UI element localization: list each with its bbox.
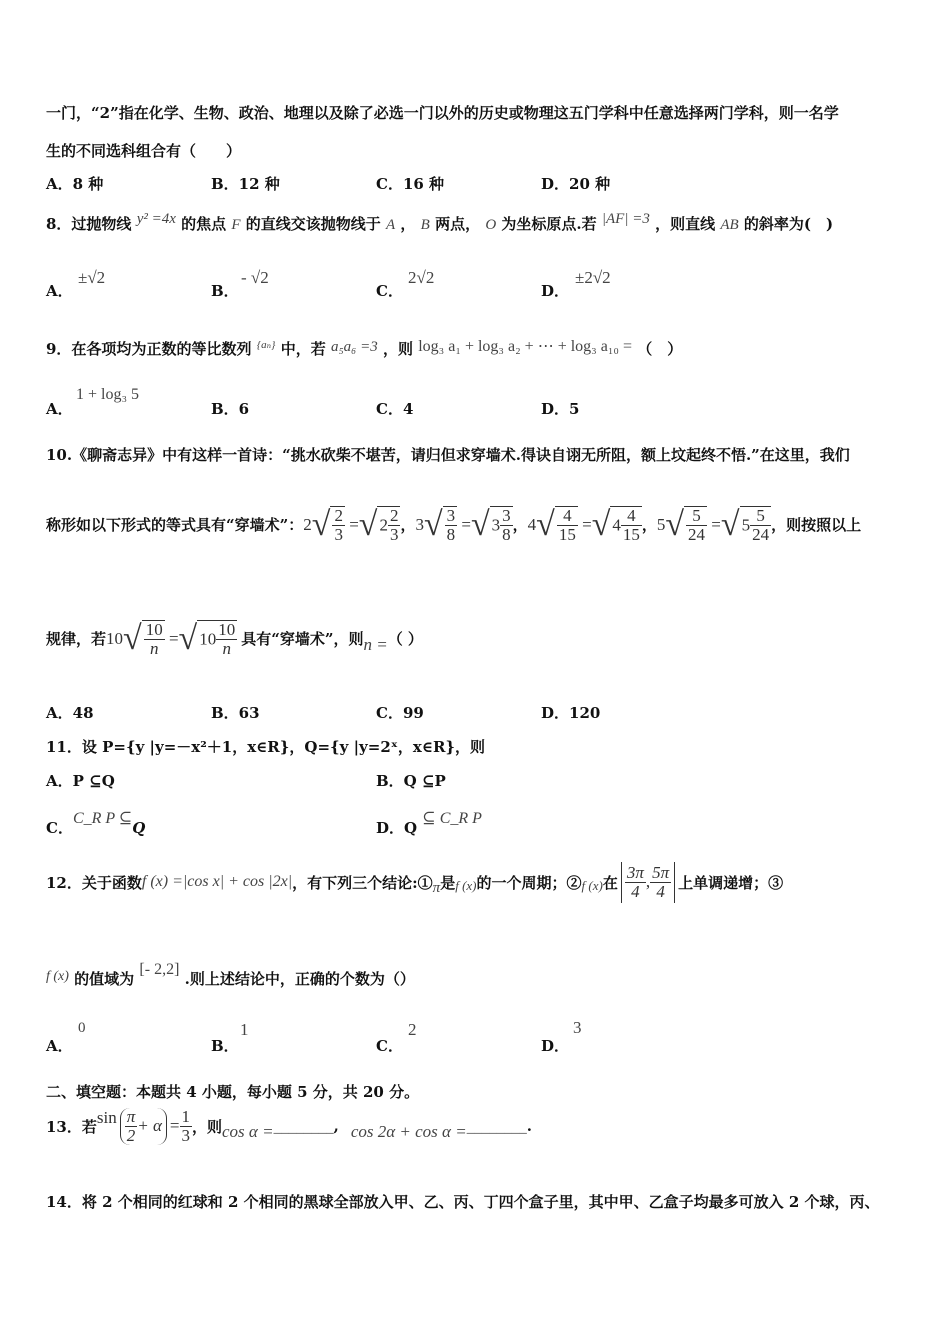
q8-math-o: O <box>485 217 497 233</box>
q10-line-2 <box>46 506 861 544</box>
q8-option-b-label: B． <box>211 282 239 300</box>
q13-text-2: ，则 <box>192 1117 223 1136</box>
q10-line-3-start: 规律，若 <box>46 630 107 649</box>
q10-eq-coef: 2 <box>303 514 312 534</box>
q12-text-1: 12．关于函数 <box>46 873 142 892</box>
q8-text-8: 的斜率为( ) <box>743 215 834 233</box>
q9-option-a-label: A． <box>46 400 73 418</box>
q13-plus-alpha: + α <box>137 1116 162 1136</box>
q8-option-d-label: D． <box>541 282 570 300</box>
q10-eq-den: 3 <box>334 524 343 544</box>
q10-option-d: D．120 <box>541 704 601 722</box>
q10-line-3-var: n = <box>363 634 388 654</box>
q9-text-3: ，则 <box>382 340 413 358</box>
q10-eq-den-right: 15 <box>622 524 640 544</box>
q10-eq-inner-coef: 3 <box>491 515 501 535</box>
q9-option-d: D．5 <box>541 400 580 418</box>
q8-text-3: 的直线交该抛物线于 <box>245 215 381 233</box>
q9-math-product: a₅a₆ =3 <box>330 339 378 355</box>
q10-eq-inner-coef: 5 <box>741 515 751 535</box>
q12-math-fx-3: f (x) <box>46 969 69 984</box>
q10-line-1: 10.《聊斋志异》中有这样一首诗：“挑水砍柴不堪苦，请归但求穿墙术.得诀自诩无所阻，额上坟起终不悟.”在这里，我们 <box>46 446 850 464</box>
q13-sin: sin <box>96 1108 117 1128</box>
q10-eq-separator: ， <box>400 516 416 535</box>
q11-option-c <box>46 810 146 838</box>
q10-eq-sqrt-left: √ $\frac{5}{24}$ <box>665 505 706 544</box>
q11-option-d-label: D．Q <box>376 819 423 837</box>
q12-option-a-label: A． <box>46 1037 73 1055</box>
question-11: 11．设 P={y |y=－x²＋1，x∈R}，Q={y |y=2ˣ，x∈R}，则 <box>46 738 486 756</box>
question-8 <box>46 213 833 234</box>
q12-math-function: f (x) =|cos x| + cos |2x| <box>141 873 293 891</box>
q10-eq-den-right: 24 <box>752 524 770 544</box>
q10-line-3: 规律，若 10 √ $\frac{10}{n}$ = √ 10 $\frac{10}{n}$ 具有“穿墙术”，则 n = （ ） <box>46 619 423 658</box>
q12-math-range: [- 2,2] <box>139 961 180 978</box>
q10-equation: 3 √ $\frac{3}{8}$ = √ 3 $\frac{3}{8}$ <box>415 505 511 544</box>
q10-eq-sqrt-left: √ $\frac{3}{8}$ <box>423 505 456 544</box>
q13-equals: = <box>169 1116 180 1136</box>
q8-option-c-label: C． <box>376 282 403 300</box>
question-12 <box>46 862 783 903</box>
q11-option-c-tail: Q <box>132 819 146 837</box>
q8-math-parabola: y² =4x <box>136 211 176 227</box>
q8-option-b-value: - √2 <box>241 268 269 287</box>
q10-equation: 4 √ $\frac{4}{15}$ = √ 4 $\frac{4}{15}$ <box>527 505 640 544</box>
q8-math-f: F <box>231 217 241 233</box>
q10-eq-den: 15 <box>558 524 576 544</box>
q8-math-ab: AB <box>720 217 739 233</box>
q10-eq-sqrt-left: √ $\frac{4}{15}$ <box>536 505 576 544</box>
q13-blank-2: ________ <box>466 1119 527 1136</box>
q10-eq-den: 24 <box>688 524 706 544</box>
q11-option-c-math: C_R P ⊆ <box>72 810 133 827</box>
q12-option-c-value: 2 <box>408 1020 417 1039</box>
q10-eq-num-right: 5 <box>750 507 771 526</box>
intro-option-a: A．8 种 <box>46 175 104 193</box>
q13-text-1: 13．若 <box>46 1117 97 1136</box>
q11-option-d <box>376 810 482 838</box>
question-13: 13．若 sin $\frac{\pi}{2}$ + α = $\frac{1}{3}$ ，则 cos α = ________ , cos 2α + cos α = ________ . <box>46 1107 532 1145</box>
q13-blank-1: ________ <box>273 1119 334 1136</box>
q11-option-a: A．P ⊆Q <box>46 772 115 790</box>
q10-eq-num: 3 <box>446 506 456 525</box>
q10-eq-num-right: 3 <box>502 506 511 525</box>
q10-option-c: C．99 <box>376 704 424 722</box>
q8-option-a-value: ±√2 <box>78 268 106 287</box>
q8-text-5: 两点， <box>435 215 481 233</box>
q10-equation: 5 √ $\frac{5}{24}$ = √ 5 $\frac{5}{24}$ <box>656 505 770 544</box>
q9-text-2: 中，若 <box>280 340 326 358</box>
q12-option-b-value: 1 <box>240 1020 249 1039</box>
q9-math-sequence: {aₙ} <box>256 339 276 351</box>
intro-line-1: 一门，“2”指在化学、生物、政治、地理以及除了必选一门以外的历史或物理这五门学科中任意选择两门学科，则一名学 <box>46 104 839 122</box>
intro-option-d: D．20 种 <box>541 175 611 193</box>
q10-eq-inner-coef: 4 <box>612 515 621 535</box>
intro-line-2: 生的不同选科组合有（ ） <box>46 142 242 160</box>
q9-option-c: C．4 <box>376 400 414 418</box>
q10-equations <box>303 506 771 544</box>
q8-option-c-value: 2√2 <box>408 268 435 287</box>
q10-eq-num: 2 <box>334 506 343 525</box>
q8-text-7: ，则直线 <box>655 215 716 233</box>
q12-option-b-label: B． <box>211 1037 239 1055</box>
q13-result-den: 3 <box>181 1125 190 1145</box>
q10-eq-inner-coef: 2 <box>379 515 388 535</box>
q12-option-d-value: 3 <box>573 1018 582 1037</box>
question-9 <box>46 338 682 359</box>
q13-end: . <box>526 1117 532 1136</box>
q13-frac-den: 2 <box>126 1125 136 1145</box>
q10-line-3-num-left: 10 <box>145 620 163 639</box>
q10-eq-coef: 3 <box>415 514 424 534</box>
q12-math-fx-1: f (x) <box>455 878 477 894</box>
q9-text-1: 9．在各项均为正数的等比数列 <box>46 340 252 358</box>
q10-eq-num: 5 <box>686 507 707 526</box>
q10-eq-sqrt-left: √ $\frac{2}{3}$ <box>311 505 343 544</box>
q8-math-a: A <box>386 217 396 233</box>
q12-interval-den-1: 4 <box>631 881 640 901</box>
q10-option-b: B．63 <box>211 704 260 722</box>
q12-text-5: 在 <box>602 873 618 892</box>
intro-option-c: C．16 种 <box>376 175 445 193</box>
q9-option-b: B．6 <box>211 400 250 418</box>
q13-math-cos: cos α = <box>222 1122 274 1142</box>
q11-option-c-label: C． <box>46 819 73 837</box>
q10-line-3-mid: 具有“穿墙术”，则 <box>241 630 364 649</box>
q12-text-6: 上单调递增；③ <box>678 873 784 892</box>
q10-option-a: A．48 <box>46 704 94 722</box>
q8-text-1: 8．过抛物线 <box>46 215 132 233</box>
question-14: 14．将 2 个相同的红球和 2 个相同的黑球全部放入甲、乙、丙、丁四个盒子里，其中甲、乙盒子均最多可放入 2 个球，丙、 <box>46 1193 880 1211</box>
q10-eq-num-right: 4 <box>621 507 642 526</box>
q11-option-b: B．Q ⊆P <box>376 772 446 790</box>
q13-math-cos2: cos 2α + cos α = <box>350 1122 467 1142</box>
q10-eq-num-right: 2 <box>389 506 399 525</box>
q10-line-3-end: （ ） <box>387 630 423 649</box>
q13-paren <box>120 1108 167 1145</box>
q12-text-4: 的一个周期；② <box>476 873 582 892</box>
q8-text-2: 的焦点 <box>181 215 227 233</box>
q12-text-8: .则上述结论中，正确的个数为（） <box>184 970 415 988</box>
q10-eq-sqrt-right: √ 2 $\frac{2}{3}$ <box>358 505 399 544</box>
q12-math-pi: π <box>432 879 441 896</box>
q12-interval-den-2: 4 <box>656 881 665 901</box>
q10-line-3-inner-coef: 10 <box>199 629 217 649</box>
q8-option-d-value: ±2√2 <box>575 268 611 287</box>
q8-text-4: ， <box>400 215 416 233</box>
q10-line-3-sqrt-right: √ 10 $\frac{10}{n}$ <box>178 619 236 658</box>
q10-line-3-den-left: n <box>149 638 159 658</box>
q13-frac-num: π <box>126 1107 136 1126</box>
q10-line-2-start: 称形如以下形式的等式具有“穿墙术”： <box>46 516 304 535</box>
q10-eq-sqrt-right: √ 5 $\frac{5}{24}$ <box>720 505 770 544</box>
q9-math-logsum: log₃ a₁ + log₃ a₂ + ⋯ + log₃ a₁₀ = <box>418 338 633 355</box>
q10-line-3-sqrt-left: √ $\frac{10}{n}$ <box>123 619 163 658</box>
q10-eq-den-right: 8 <box>502 524 511 544</box>
q10-line-2-end: ，则按照以上 <box>771 516 862 535</box>
q11-option-d-math: ⊆ C_R P <box>422 810 482 827</box>
q12-text-7: 的值域为 <box>74 970 135 988</box>
q12-option-d-label: D． <box>541 1037 570 1055</box>
q10-equation: 2 √ $\frac{2}{3}$ = √ 2 $\frac{2}{3}$ <box>303 505 399 544</box>
q12-interval: $\frac{3\pi}{4}$ , $\frac{5\pi}{4}$ <box>621 862 675 903</box>
q8-math-b: B <box>420 217 430 233</box>
question-12-line-2 <box>46 961 415 989</box>
q10-eq-coef: 4 <box>527 514 537 534</box>
q13-result-num: 1 <box>181 1107 190 1126</box>
q10-eq-separator: ， <box>641 516 657 535</box>
q9-text-4: （ ） <box>637 340 683 358</box>
q10-eq-separator: ， <box>512 516 528 535</box>
q10-eq-coef: 5 <box>656 514 666 534</box>
q8-math-af: |AF| =3 <box>601 211 650 227</box>
q10-line-3-den-right: n <box>222 638 231 658</box>
q10-eq-num: 4 <box>557 507 578 526</box>
q12-option-a-value: 0 <box>78 1020 86 1036</box>
q12-text-3: 是 <box>440 873 456 892</box>
q12-math-fx-2: f (x) <box>581 878 603 894</box>
section-2-heading: 二、填空题：本题共 4 小题，每小题 5 分，共 20 分。 <box>46 1083 420 1101</box>
q10-line-3-coef: 10 <box>106 628 124 648</box>
q10-line-3-num-right: 10 <box>218 620 236 639</box>
q10-eq-den-right: 3 <box>389 524 399 544</box>
q10-eq-den: 8 <box>446 524 456 544</box>
q12-option-c-label: C． <box>376 1037 403 1055</box>
q9-option-a-value: 1 + log₃ 5 <box>76 386 140 403</box>
q8-option-a-label: A． <box>46 282 73 300</box>
q12-text-2: ，有下列三个结论:① <box>292 873 433 892</box>
q10-eq-sqrt-right: √ 4 $\frac{4}{15}$ <box>591 505 640 544</box>
intro-option-b: B．12 种 <box>211 175 280 193</box>
q10-eq-sqrt-right: √ 3 $\frac{3}{8}$ <box>470 505 511 544</box>
q12-interval-num-1: 3π <box>626 863 644 882</box>
q8-text-6: 为坐标原点.若 <box>501 215 597 233</box>
q12-interval-num-2: 5π <box>652 863 670 882</box>
